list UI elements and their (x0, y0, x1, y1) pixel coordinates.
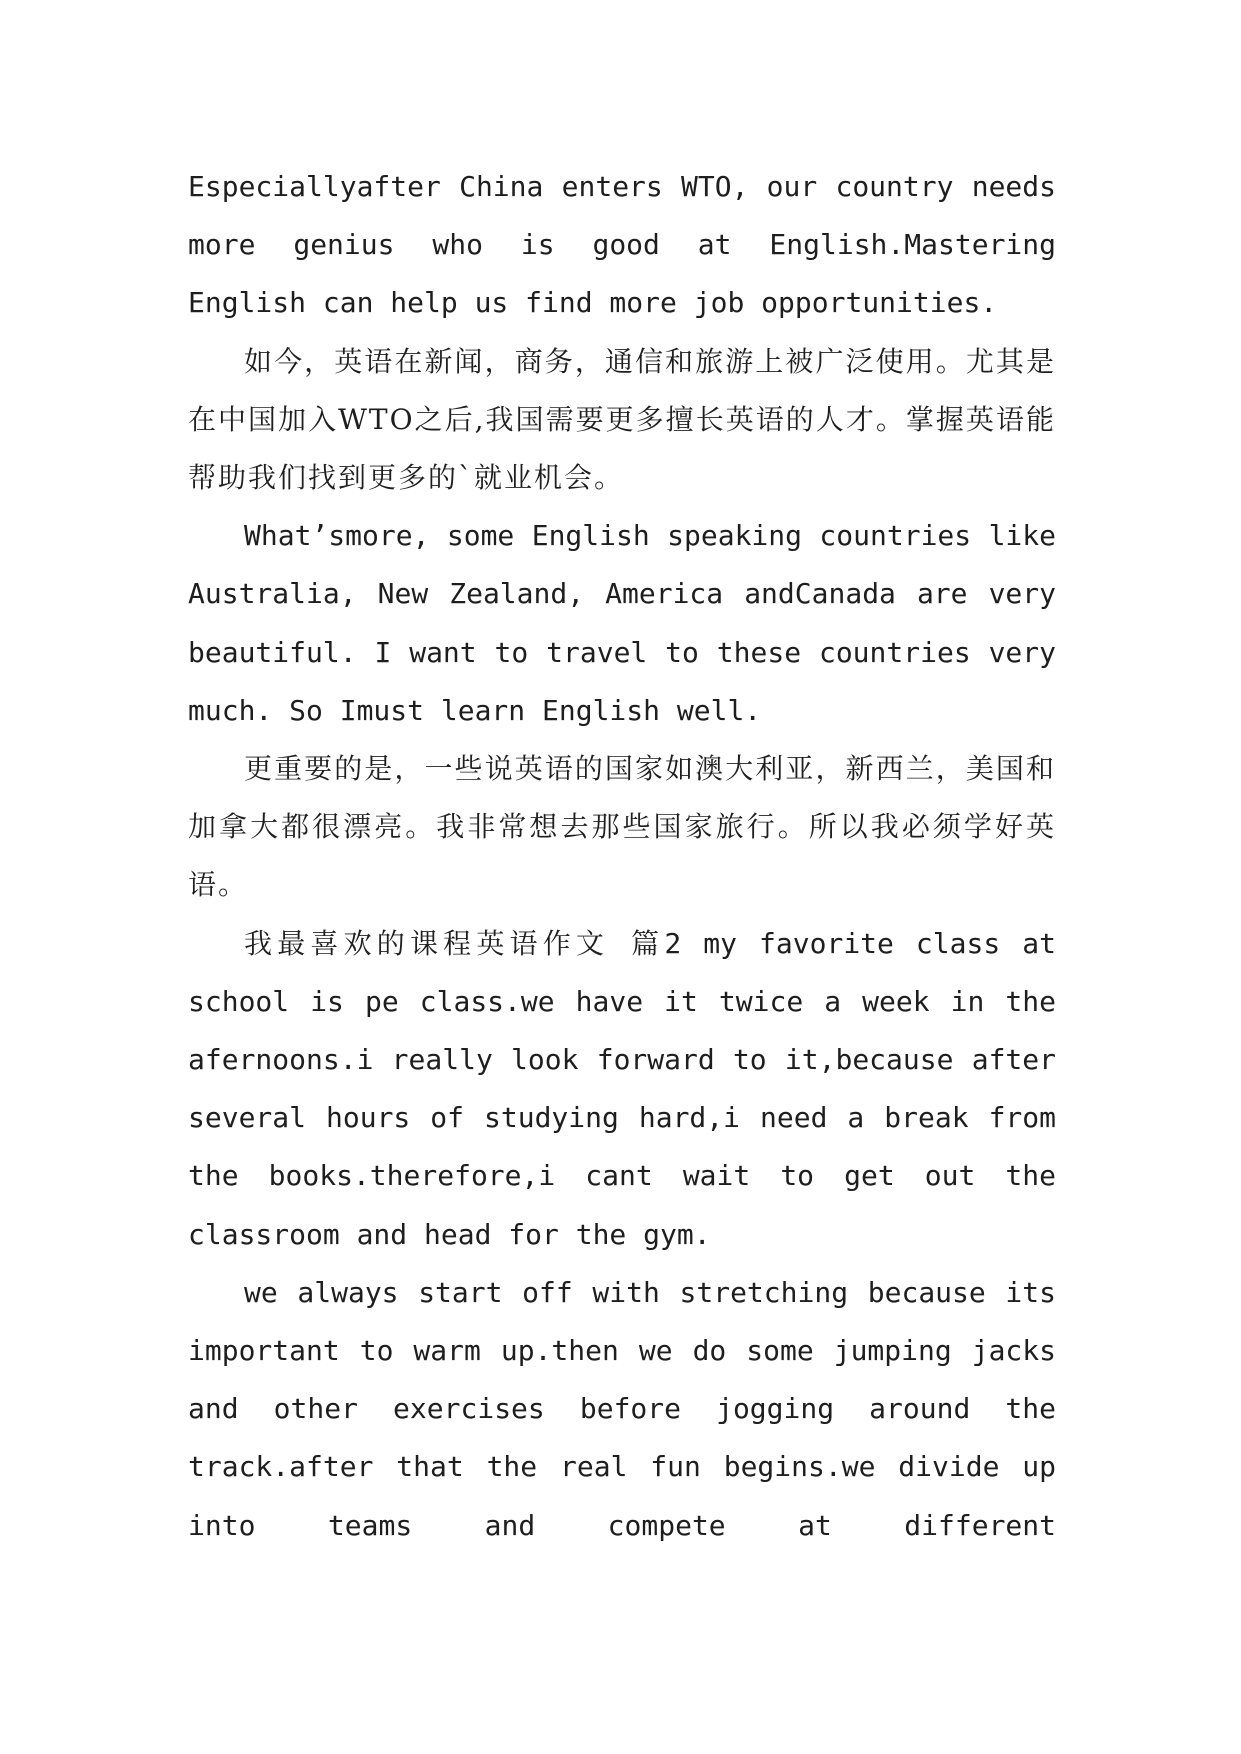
paragraph-chinese-wto: 如今，英语在新闻，商务，通信和旅游上被广泛使用。尤其是在中国加入WTO之后,我国需要更多擅长英语的人才。掌握英语能帮助我们找到更多的`就业机会。 (188, 344, 1056, 495)
document-body (188, 158, 1056, 1555)
paragraph-pe-activities: we always start off with stretching because its important to warm up.then we do some jumping jacks and other exercises before jogging around the track.after that the real fun begins.we divide up into teams and compete at different (188, 1275, 1056, 1542)
paragraph-chinese-countries: 更重要的是，一些说英语的国家如澳大利亚，新西兰，美国和加拿大都很漂亮。我非常想去那些国家旅行。所以我必须学好英语。 (188, 752, 1056, 902)
paragraph-favorite-class: 我最喜欢的课程英语作文 篇2 my favorite class at school is pe class.we have it twice a week in the afernoons.i really look forward to it,because after several hours of studying hard,i need a break from the books.therefore,i cant wait to get out the classroom and head for the gym. (188, 926, 1056, 1251)
paragraph-english-countries: What’smore, some English speaking countries like Australia, New Zealand, America andCanada are very beautiful. I want to travel to these countries very much. So Imust learn English well. (188, 519, 1056, 727)
paragraph-english-wto: Especiallyafter China enters WTO, our country needs more genius who is good at English.Mastering English can help us find more job opportunities. (188, 170, 1056, 320)
